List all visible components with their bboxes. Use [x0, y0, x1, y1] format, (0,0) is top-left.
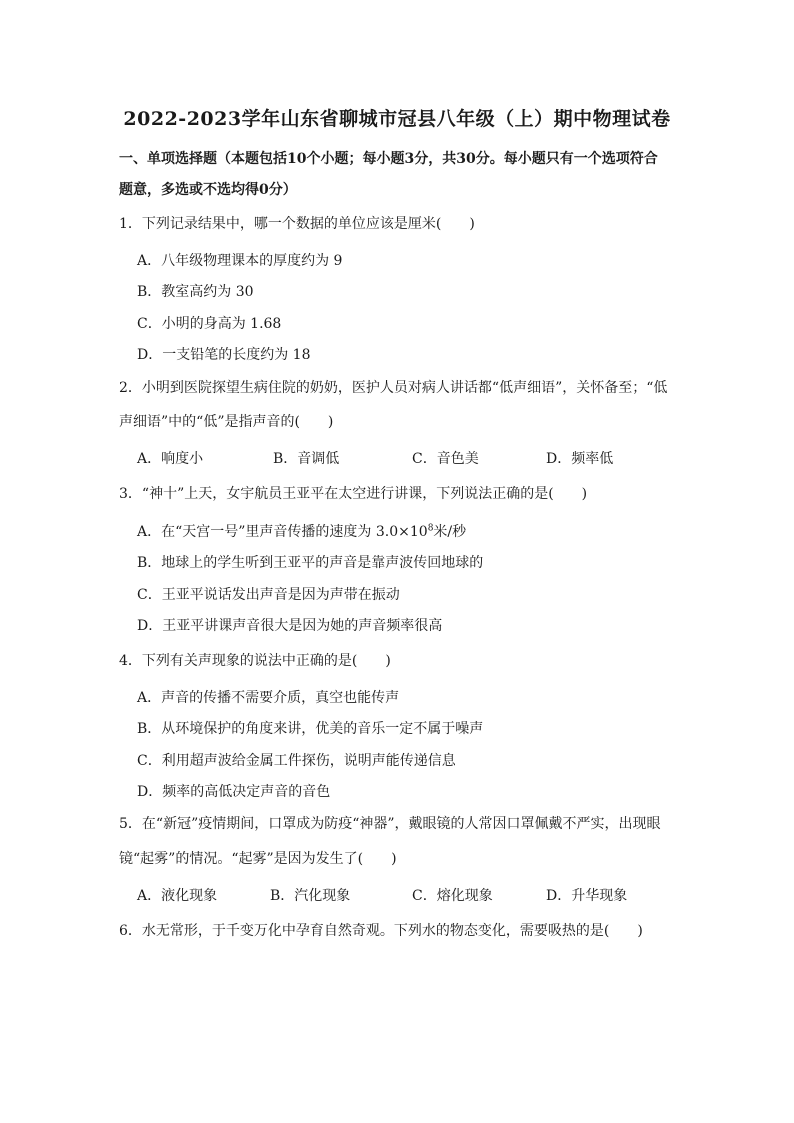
question-3-option-a — [137, 521, 466, 541]
question-3-option-b: B．地球上的学生听到王亚平的声音是靠声波传回地球的 — [137, 555, 484, 571]
question-5-stem-line-2: 镜“起雾”的情况。“起雾”是因为发生了( ) — [119, 851, 397, 867]
question-3-option-c: C．王亚平说话发出声音是因为声带在振动 — [137, 587, 400, 603]
question-5-option-a: A．液化现象 — [137, 888, 218, 904]
question-1-option-d: D．一支铅笔的长度约为 18 — [137, 347, 311, 363]
question-1-stem: 1．下列记录结果中，哪一个数据的单位应该是厘米( ) — [119, 216, 475, 232]
question-3-stem: 3．“神十”上天，女宇航员王亚平在太空进行讲课，下列说法正确的是( ) — [119, 486, 588, 502]
question-2-stem-line-1: 2．小明到医院探望生病住院的奶奶，医护人员对病人讲话都“低声细语”，关怀备至；“低 — [119, 380, 668, 396]
exam-title: 2022-2023学年山东省聊城市冠县八年级（上）期中物理试卷 — [123, 108, 671, 130]
question-4-option-b: B．从环境保护的角度来讲，优美的音乐一定不属于噪声 — [137, 721, 484, 737]
question-1-option-c: C．小明的身高为 1.68 — [137, 316, 282, 332]
question-4-option-a: A．声音的传播不需要介质，真空也能传声 — [137, 690, 400, 706]
question-3-option-a-unit: 米/秒 — [433, 524, 467, 540]
question-6-stem: 6．水无常形，于千变万化中孕育自然奇观。下列水的物态变化，需要吸热的是( ) — [119, 923, 643, 939]
question-5-option-c: C．熔化现象 — [412, 888, 493, 904]
section-heading-line-1: 一、单项选择题（本题包括10个小题；每小题3分，共30分。每小题只有一个选项符合 — [119, 151, 658, 167]
question-2-option-a: A．响度小 — [137, 451, 204, 467]
question-5-option-b: B．汽化现象 — [270, 888, 351, 904]
question-2-stem-line-2: 声细语”中的“低”是指声音的( ) — [119, 414, 334, 430]
question-3-option-a-text: A．在“天宫一号”里声音传播的速度为 3.0×10 — [137, 524, 428, 540]
question-5-stem-line-1: 5．在“新冠”疫情期间，口罩成为防疫“神器”，戴眼镜的人常因口罩佩戴不严实，出现眼 — [119, 816, 661, 832]
question-4-stem: 4．下列有关声现象的说法中正确的是( ) — [119, 653, 391, 669]
question-3-option-d: D．王亚平讲课声音很大是因为她的声音频率很高 — [137, 618, 443, 634]
question-5-option-d: D．升华现象 — [546, 888, 628, 904]
question-2-option-d: D．频率低 — [546, 451, 614, 467]
question-3-option-a-exponent: 8 — [427, 523, 434, 534]
question-4-option-d: D．频率的高低决定声音的音色 — [137, 784, 331, 800]
question-2-option-b: B．音调低 — [273, 451, 340, 467]
question-1-option-b: B．教室高约为 30 — [137, 284, 254, 300]
section-heading-line-2: 题意，多选或不选均得0分） — [119, 182, 297, 198]
question-2-option-c: C．音色美 — [412, 451, 479, 467]
question-4-option-c: C．利用超声波给金属工件探伤，说明声能传递信息 — [137, 753, 456, 769]
question-1-option-a: A．八年级物理课本的厚度约为 9 — [137, 253, 343, 269]
